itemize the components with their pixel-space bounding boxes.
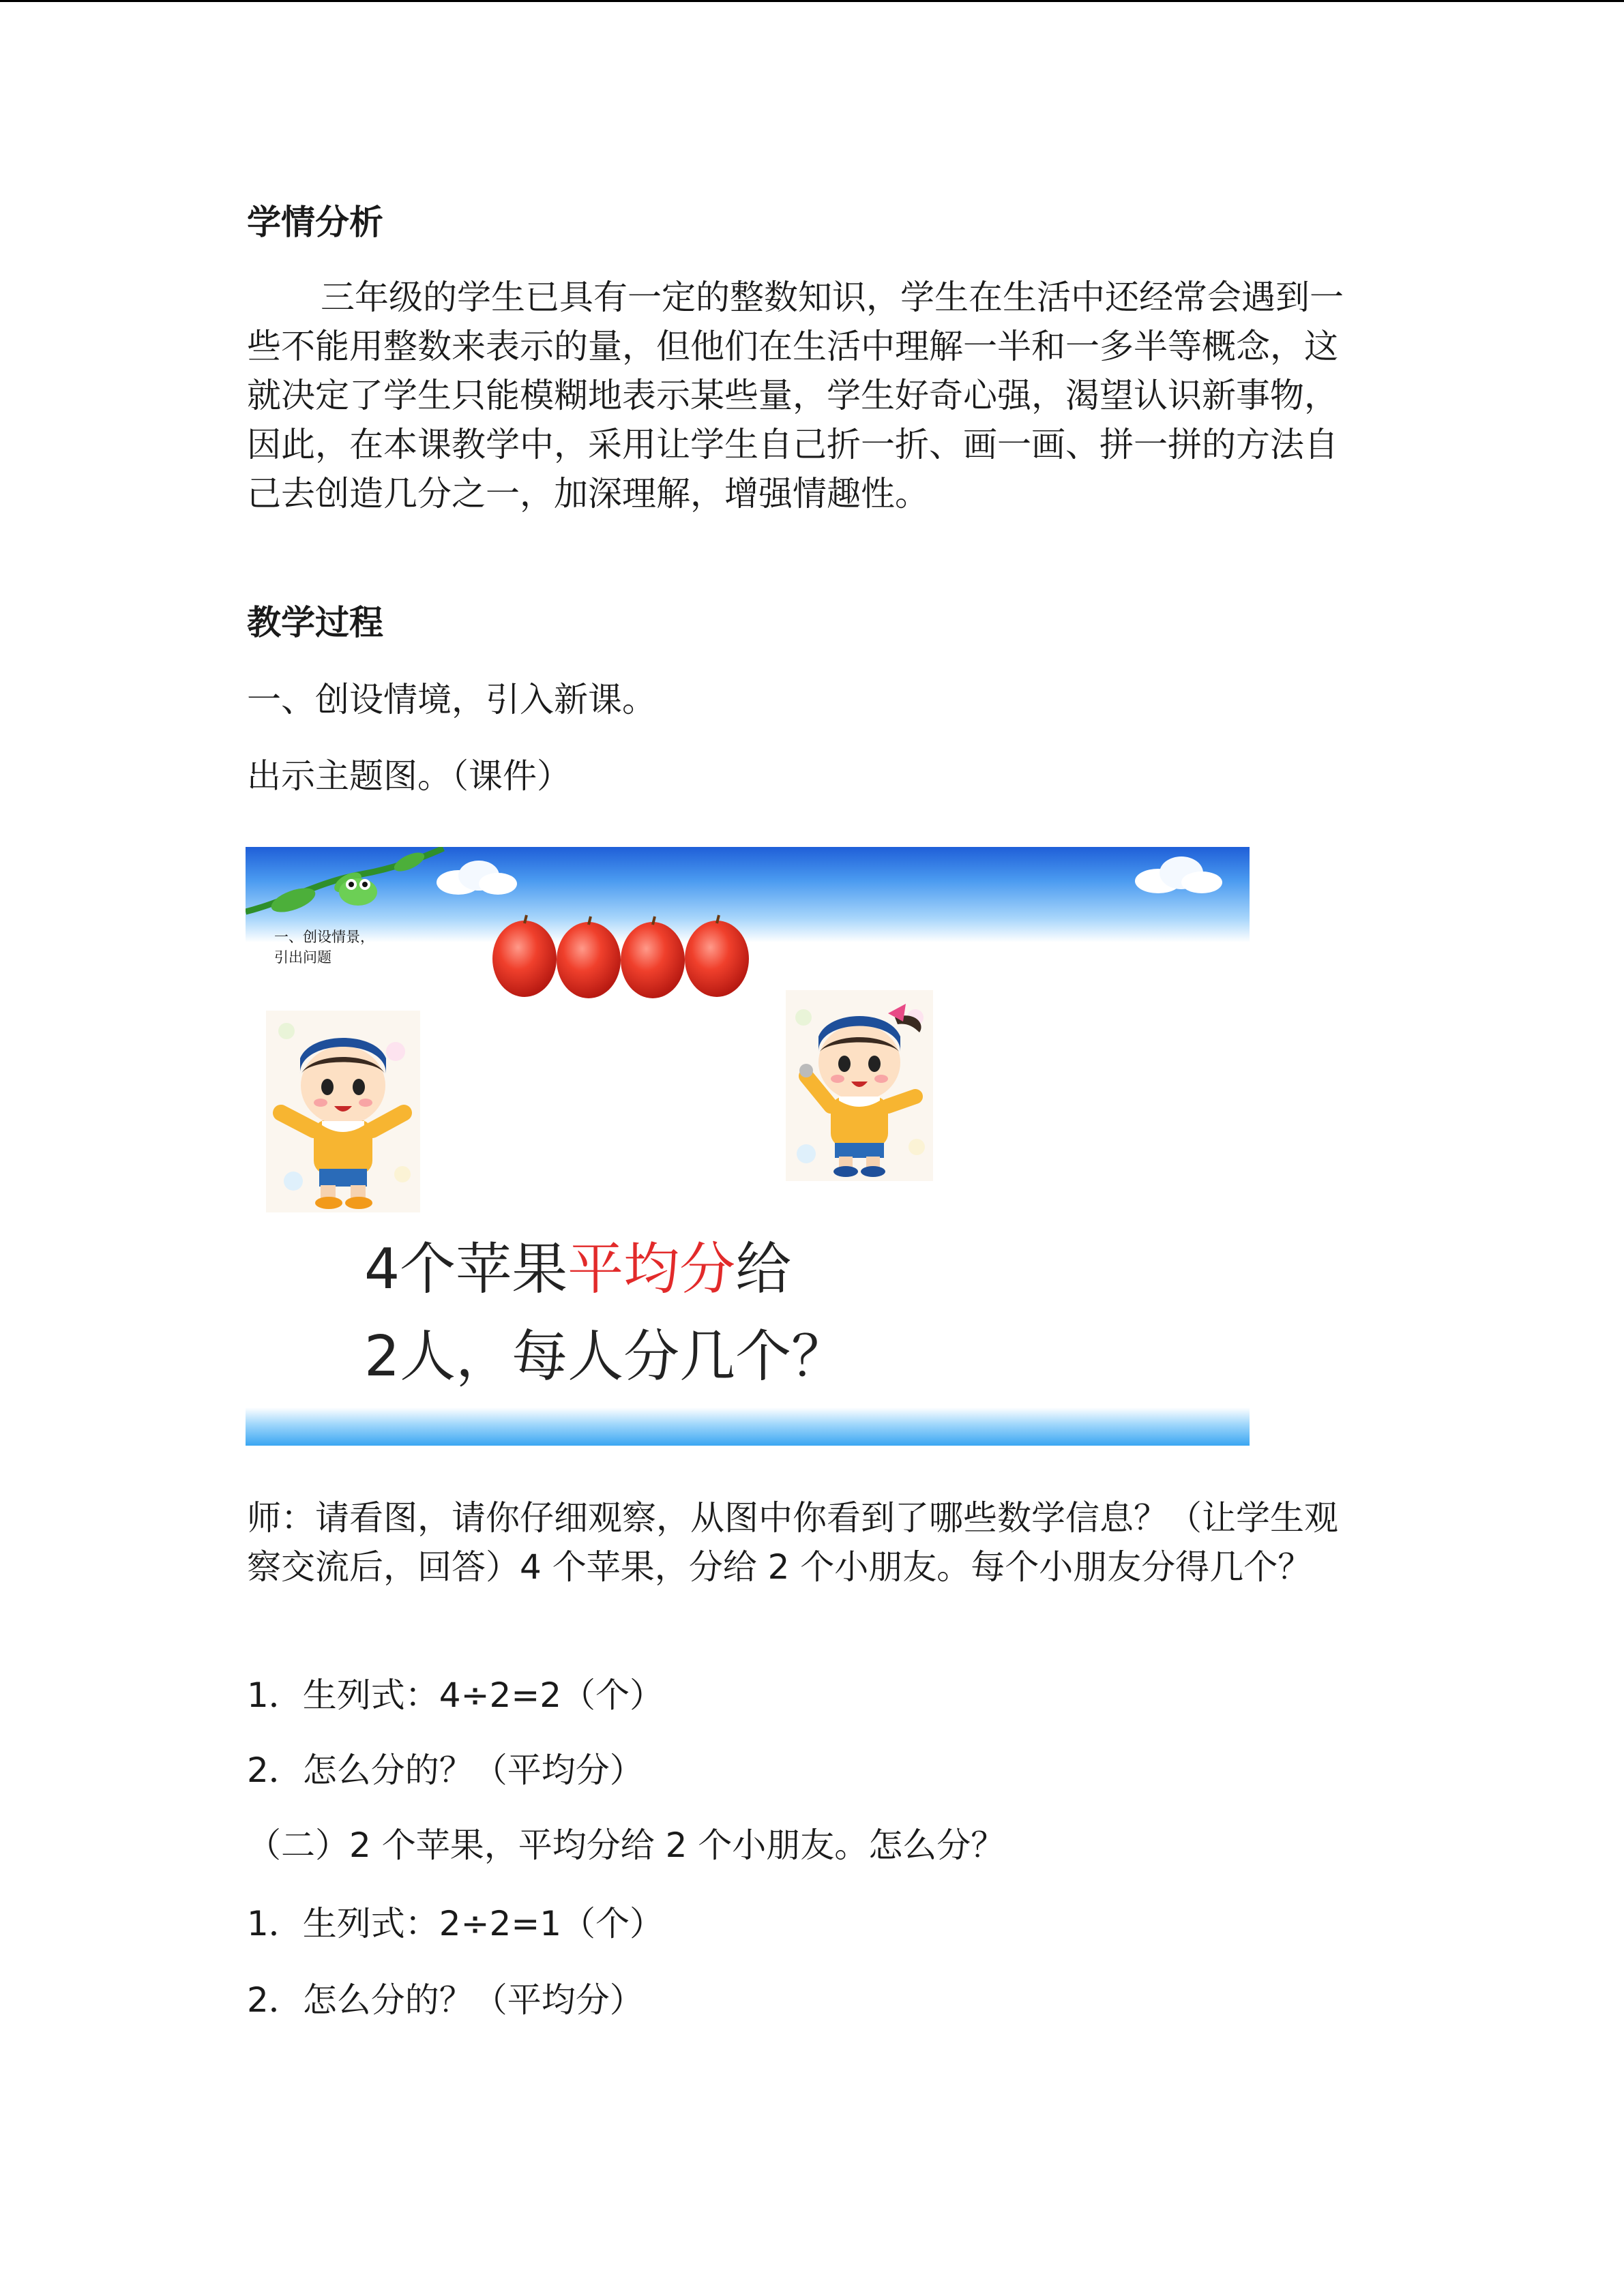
slide-caption-line1: 一、创设情景， — [274, 929, 374, 945]
list-item-equation-1: 1．生列式：4÷2=2（个） — [247, 1675, 664, 1715]
list-item-method-2: 2．怎么分的？（平均分） — [247, 1980, 644, 2020]
question-line-1 — [364, 1226, 847, 1313]
list-item-equation-2: 1．生列式：2÷2=1（个） — [247, 1904, 664, 1943]
top-border-line — [0, 0, 1624, 2]
slide-caption-line2: 引出问题 — [274, 949, 331, 966]
question-line-2: 2人，每人分几个？ — [364, 1324, 848, 1389]
apple-icon — [557, 916, 621, 998]
bottom-banner — [246, 1407, 1250, 1446]
analysis-paragraph: 三年级的学生已具有一定的整数知识，学生在生活中还经常会遇到一些不能用整数来表示的量，但他们在生活中理解一半和一多半等概念，这就决定了学生只能模糊地表示某些量，学生好奇心强，渴望认识新事物，因此，在本课教学中，采用让学生自己折一折、画一画、拼一拼的方法自己去创造几分之一，加深理解，增强情趣性。 — [247, 278, 1344, 513]
slide-caption — [274, 927, 374, 968]
section-heading-analysis: 学情分析 — [247, 203, 383, 242]
apple-icon — [492, 915, 557, 997]
courseware-slide — [246, 847, 1250, 1446]
four-apples-icon — [492, 912, 752, 1001]
girl-character-icon — [786, 990, 933, 1181]
show-image-line: 出示主题图。（课件） — [247, 756, 571, 796]
slide-question — [364, 1226, 847, 1401]
part-two-heading: （二）2 个苹果，平均分给 2 个小朋友。怎么分？ — [247, 1825, 1005, 1865]
list-item-method-1: 2．怎么分的？（平均分） — [247, 1750, 644, 1790]
boy-character-icon — [266, 1011, 420, 1212]
question-line-1-start: 4个苹果 — [364, 1237, 568, 1302]
apple-icon — [621, 916, 685, 998]
apple-icon — [685, 915, 749, 997]
vine-frog-icon — [246, 847, 450, 922]
teacher-prompt: 师：请看图，请你仔细观察，从图中你看到了哪些数学信息？（让学生观察交流后，回答）4 个苹果，分给 2 个小朋友。每个小朋友分得几个？ — [247, 1498, 1338, 1587]
cloud-left-icon — [431, 856, 520, 897]
question-line-1-end: 给 — [735, 1237, 792, 1302]
cloud-right-icon — [1130, 854, 1225, 896]
step-one-heading: 一、创设情境，引入新课。 — [247, 680, 656, 719]
question-highlight-average: 平均分 — [567, 1237, 736, 1302]
section-heading-process: 教学过程 — [247, 603, 383, 642]
